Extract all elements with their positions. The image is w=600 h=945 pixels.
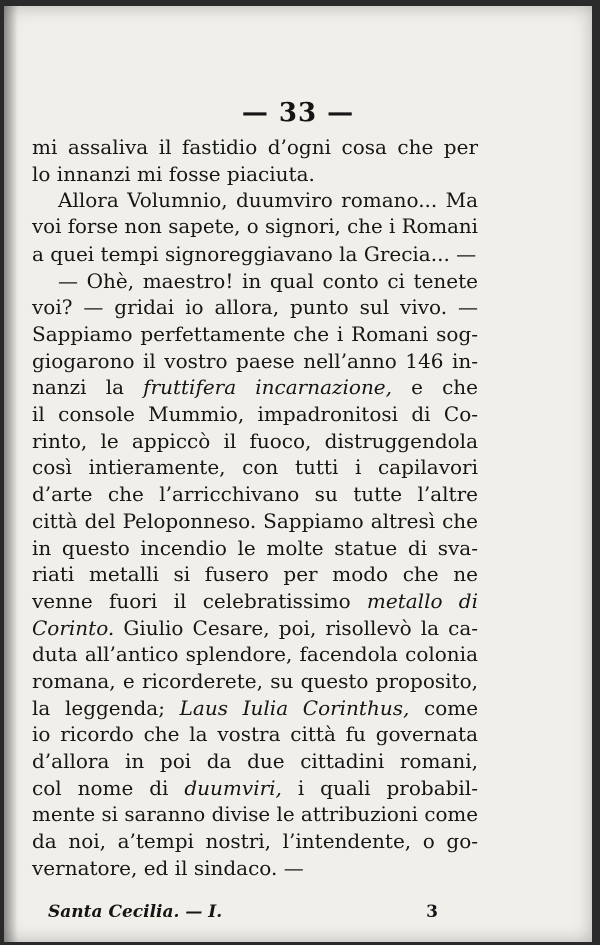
text-run: voi forse non sapete, o signori, che i Romani bbox=[32, 215, 478, 239]
text-run: come bbox=[409, 695, 479, 720]
body-text bbox=[32, 134, 478, 882]
text-line bbox=[32, 721, 478, 748]
text-line bbox=[32, 695, 478, 722]
book-page bbox=[4, 6, 592, 942]
text-line bbox=[32, 241, 478, 268]
text-run: d’arte che l’arricchivano su tutte l’altre bbox=[32, 482, 478, 507]
text-line bbox=[32, 668, 478, 695]
signature-title: Santa Cecilia. — I. bbox=[48, 902, 223, 922]
signature-number: 3 bbox=[426, 902, 438, 922]
text-run: rinto, le appiccò il fuoco, distruggendola bbox=[32, 428, 478, 453]
text-line bbox=[32, 454, 478, 481]
text-run: col nome di bbox=[32, 775, 185, 800]
text-line bbox=[32, 374, 478, 401]
text-run: mente si saranno divise le attribuzioni come bbox=[32, 802, 478, 826]
text-run: Allora Volumnio, duumviro romano... Ma bbox=[58, 188, 478, 213]
text-line bbox=[32, 401, 478, 428]
text-line bbox=[32, 161, 478, 188]
text-line bbox=[32, 134, 478, 161]
text-line bbox=[32, 588, 478, 615]
page-number: — 33 — bbox=[241, 98, 355, 128]
page-gutter-shadow bbox=[4, 6, 18, 942]
text-run: riati metalli si fusero per modo che ne bbox=[32, 562, 478, 587]
text-run: giogarono il vostro paese nell’anno 146 in- bbox=[32, 348, 478, 373]
text-line bbox=[32, 615, 478, 642]
text-line bbox=[32, 481, 478, 508]
text-run: da noi, a’tempi nostri, l’intendente, o go- bbox=[32, 829, 478, 854]
italic-phrase: Laus Iulia Corinthus, bbox=[179, 695, 410, 720]
text-run: nanzi la bbox=[32, 375, 144, 400]
text-run: mi assaliva il fastidio d’ogni cosa che per bbox=[32, 135, 478, 159]
text-line bbox=[32, 294, 478, 321]
italic-phrase: metallo di bbox=[366, 588, 478, 613]
text-line bbox=[32, 428, 478, 455]
text-run: a quei tempi signoreggiavano la Grecia... — bbox=[32, 241, 477, 266]
text-line bbox=[32, 187, 478, 214]
text-line bbox=[32, 268, 478, 295]
signature-footer bbox=[48, 902, 438, 922]
text-run: e che bbox=[392, 375, 479, 400]
text-run: venne fuori il celebratissimo bbox=[32, 588, 367, 613]
text-line bbox=[32, 828, 478, 855]
text-line bbox=[32, 348, 478, 375]
italic-phrase: duumviri, bbox=[184, 775, 282, 800]
text-run: i quali probabil- bbox=[281, 775, 478, 800]
text-line bbox=[32, 535, 478, 562]
text-run: in questo incendio le molte statue di sva- bbox=[32, 535, 478, 560]
text-run: Sappiamo perfettamente che i Romani sog- bbox=[32, 321, 478, 346]
text-run: vernatore, ed il sindaco. — bbox=[32, 855, 304, 880]
italic-phrase: fruttifera incarnazione, bbox=[143, 375, 392, 400]
text-run: — Ohè, maestro! in qual conto ci tenete bbox=[58, 268, 478, 293]
text-line bbox=[32, 641, 478, 668]
text-run: romana, e ricorderete, su questo proposito, bbox=[32, 669, 478, 694]
text-line bbox=[32, 855, 478, 882]
text-run: duta all’antico splendore, facendola colonia bbox=[32, 642, 478, 667]
text-line bbox=[32, 508, 478, 535]
text-run: il console Mummio, impadronitosi di Co- bbox=[32, 402, 478, 427]
text-run: io ricordo che la vostra città fu governata bbox=[32, 722, 478, 747]
text-line bbox=[32, 775, 478, 802]
text-line bbox=[32, 561, 478, 588]
text-run: lo innanzi mi fosse piaciuta. bbox=[32, 161, 315, 186]
text-run: città del Peloponneso. Sappiamo altresì che bbox=[32, 508, 478, 533]
text-run: così intieramente, con tutti i capilavori bbox=[32, 455, 478, 480]
text-line bbox=[32, 748, 478, 775]
text-run: Giulio Cesare, poi, risollevò la ca- bbox=[114, 615, 478, 640]
text-line bbox=[32, 321, 478, 348]
text-run: d’allora in poi da due cittadini romani, bbox=[32, 749, 478, 774]
text-run: la leggenda; bbox=[32, 695, 180, 720]
text-line bbox=[32, 802, 478, 829]
text-run: voi? — gridai io allora, punto sul vivo. — bbox=[32, 295, 478, 320]
italic-phrase: Corinto. bbox=[32, 615, 115, 640]
text-line bbox=[32, 214, 478, 241]
